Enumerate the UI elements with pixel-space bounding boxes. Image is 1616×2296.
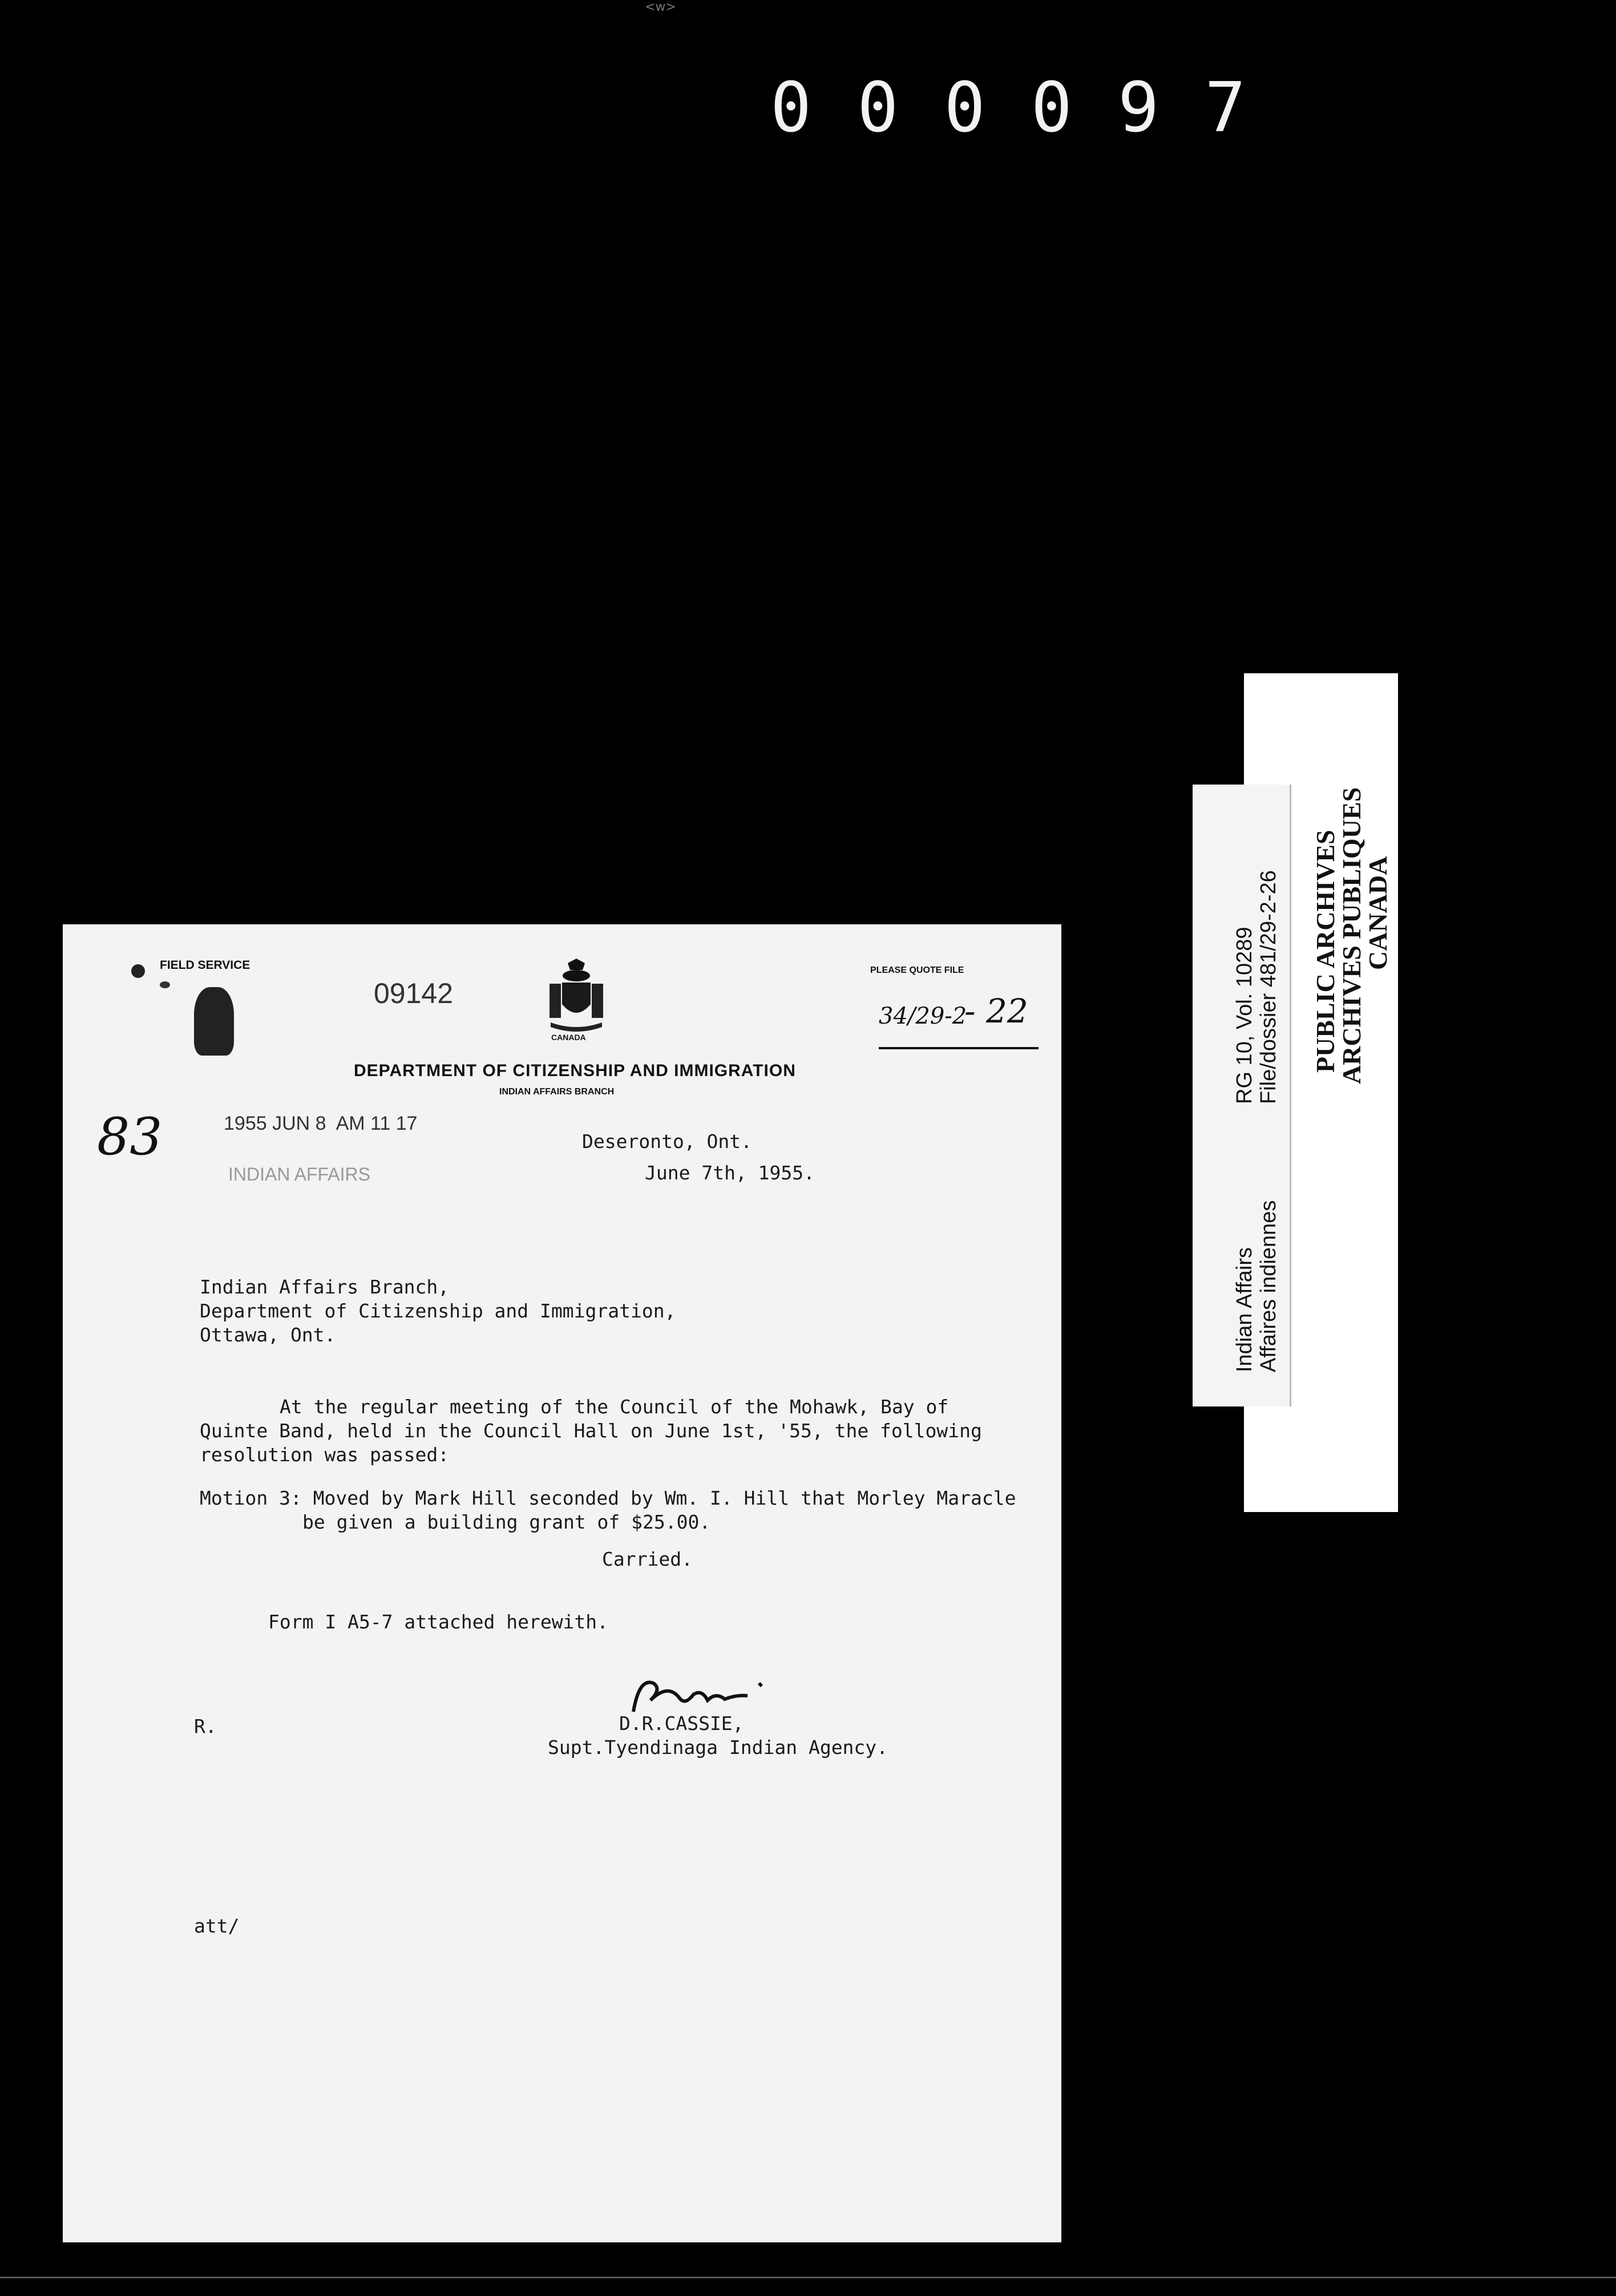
coat-of-arms-icon: [545, 959, 608, 1038]
file-number-handwritten: 34/29-2: [879, 1003, 967, 1029]
letter-place: Deseronto, Ont.: [582, 1130, 753, 1153]
ink-dot: [131, 964, 145, 978]
typist-initial: R.: [194, 1715, 217, 1737]
motion-line: Motion 3: Moved by Mark Hill seconded by Wm. I. Hill that Morley Maracle: [200, 1487, 1016, 1509]
crest-caption: CANADA: [551, 1033, 586, 1042]
bottom-edge-line: [0, 2277, 1616, 2278]
addressee-line: Ottawa, Ont.: [200, 1324, 336, 1346]
ink-dot: [160, 981, 170, 988]
archive-name-fr: ARCHIVES PUBLIQUES: [1337, 787, 1366, 1084]
please-quote-label: PLEASE QUOTE FILE: [870, 965, 964, 975]
addressee-line: Department of Citizenship and Immigration,: [200, 1300, 676, 1322]
archive-dept-fr: Affaires indiennes: [1257, 1200, 1280, 1372]
frame-number: 000097: [770, 68, 1292, 148]
archive-name-en: PUBLIC ARCHIVES: [1311, 830, 1340, 1073]
archive-country: CANADA: [1363, 856, 1392, 970]
file-suffix-handwritten: - 22: [964, 992, 1028, 1030]
archive-file-number: File/dossier 481/29-2-26: [1257, 870, 1280, 1104]
department-heading: DEPARTMENT OF CITIZENSHIP AND IMMIGRATION: [354, 1061, 796, 1080]
addressee-line: Indian Affairs Branch,: [200, 1276, 450, 1298]
carried-text: Carried.: [602, 1548, 693, 1570]
file-underline: [879, 1047, 1039, 1049]
paragraph-line: Quinte Band, held in the Council Hall on June 1st, '55, the following: [200, 1420, 982, 1442]
signatory-name: D.R.CASSIE,: [619, 1712, 744, 1735]
indian-affairs-stamp: INDIAN AFFAIRS: [228, 1164, 370, 1185]
margin-note-handwritten: 83: [97, 1107, 163, 1167]
frame-top-mark: <w>: [645, 0, 676, 14]
received-date-stamp: 1955 JUN 8 AM 11 17: [224, 1113, 418, 1134]
paragraph-line: At the regular meeting of the Council of the Mohawk, Bay of: [280, 1396, 949, 1418]
motion-line: be given a building grant of $25.00.: [302, 1511, 711, 1533]
archive-reference: RG 10, Vol. 10289: [1233, 927, 1257, 1104]
archive-reference-card: [1193, 785, 1291, 1406]
letter-date: June 7th, 1955.: [645, 1162, 815, 1184]
archive-dept-en: Indian Affairs: [1233, 1247, 1257, 1372]
field-service-label: FIELD SERVICE: [160, 959, 251, 972]
enclosure-note: att/: [194, 1915, 240, 1937]
attachment-note: Form I A5-7 attached herewith.: [268, 1611, 609, 1633]
signatory-title: Supt.Tyendinaga Indian Agency.: [548, 1736, 888, 1759]
branch-heading: INDIAN AFFAIRS BRANCH: [499, 1087, 615, 1097]
paragraph-line: resolution was passed:: [200, 1444, 450, 1466]
registry-number-stamp: 09142: [374, 977, 454, 1009]
ink-blot: [194, 987, 234, 1056]
letter-page: [63, 924, 1061, 2242]
